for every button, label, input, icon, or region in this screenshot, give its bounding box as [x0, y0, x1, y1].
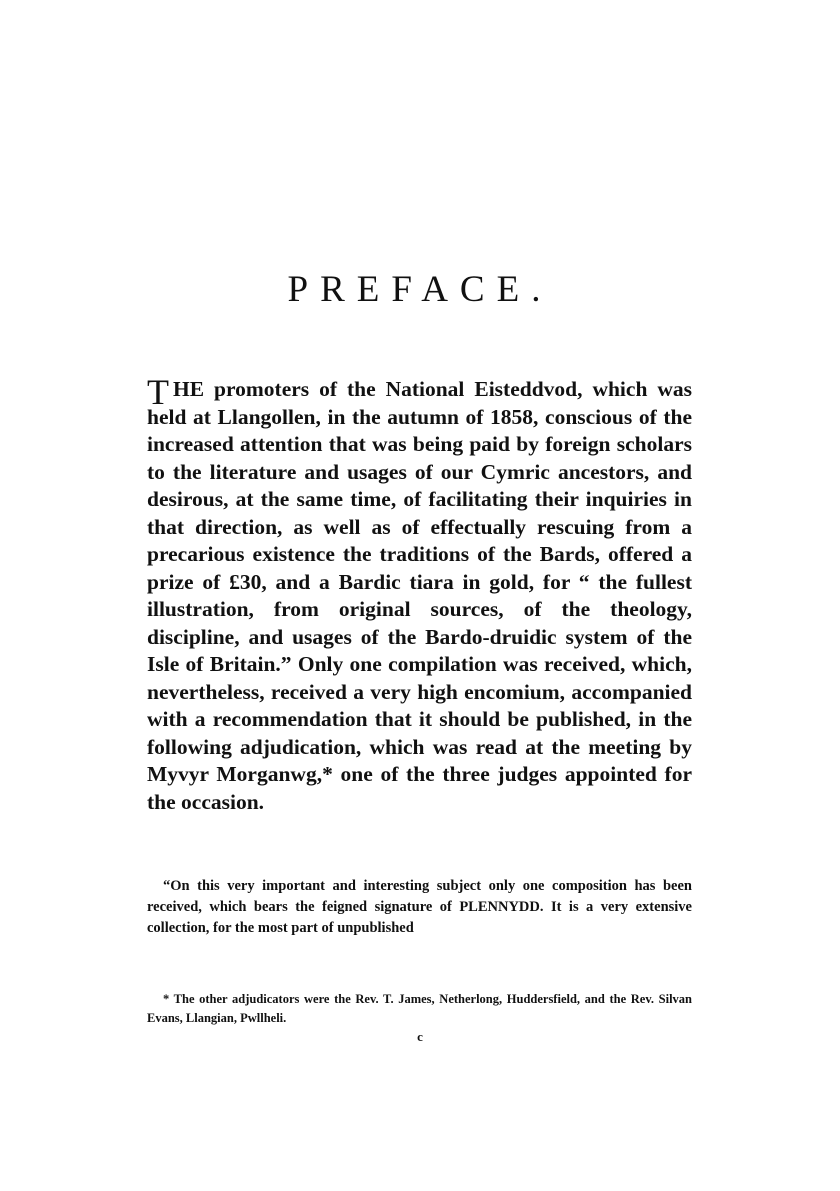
- preface-text: HE promoters of the National Eisteddvod, which was held at Llangollen, in the autumn of 1858, conscious of the increased attention that was being paid by foreign scholars to the literature and usages of our Cymric ancestors, and desirous, at the same time, of facilitating their inquiries in that direction, as well as of effectually rescuing from a precarious existence the traditions of the Bards, offered a prize of £30, and a Bardic tiara in gold, for “ the fullest illustration, from original sources, of the theology, discipline, and usages of the Bardo-druidic system of the Isle of Britain.” Only one compilation was received, which, nevertheless, received a very high encomium, accompanied with a recommendation that it should be published, in the following adjudication, which was read at the meeting by Myvyr Morganwg,* one of the three judges appointed for the occasion.: [147, 377, 692, 814]
- footnote: * The other adjudicators were the Rev. T. James, Netherlong, Huddersfield, and the Rev. Silvan Evans, Llangian, Pwllheli.: [147, 992, 692, 1025]
- page-title: PREFACE.: [287, 269, 553, 310]
- drop-initial: T: [147, 372, 169, 412]
- signature-mark: c: [417, 1029, 423, 1044]
- adjudication-quote: “On this very important and interesting subject only one composition has been received, which bears the feigned signature of PLENNYDD. It is a very extensive collection, for the most part of unpublished: [147, 878, 692, 936]
- preface-paragraph: [147, 372, 692, 816]
